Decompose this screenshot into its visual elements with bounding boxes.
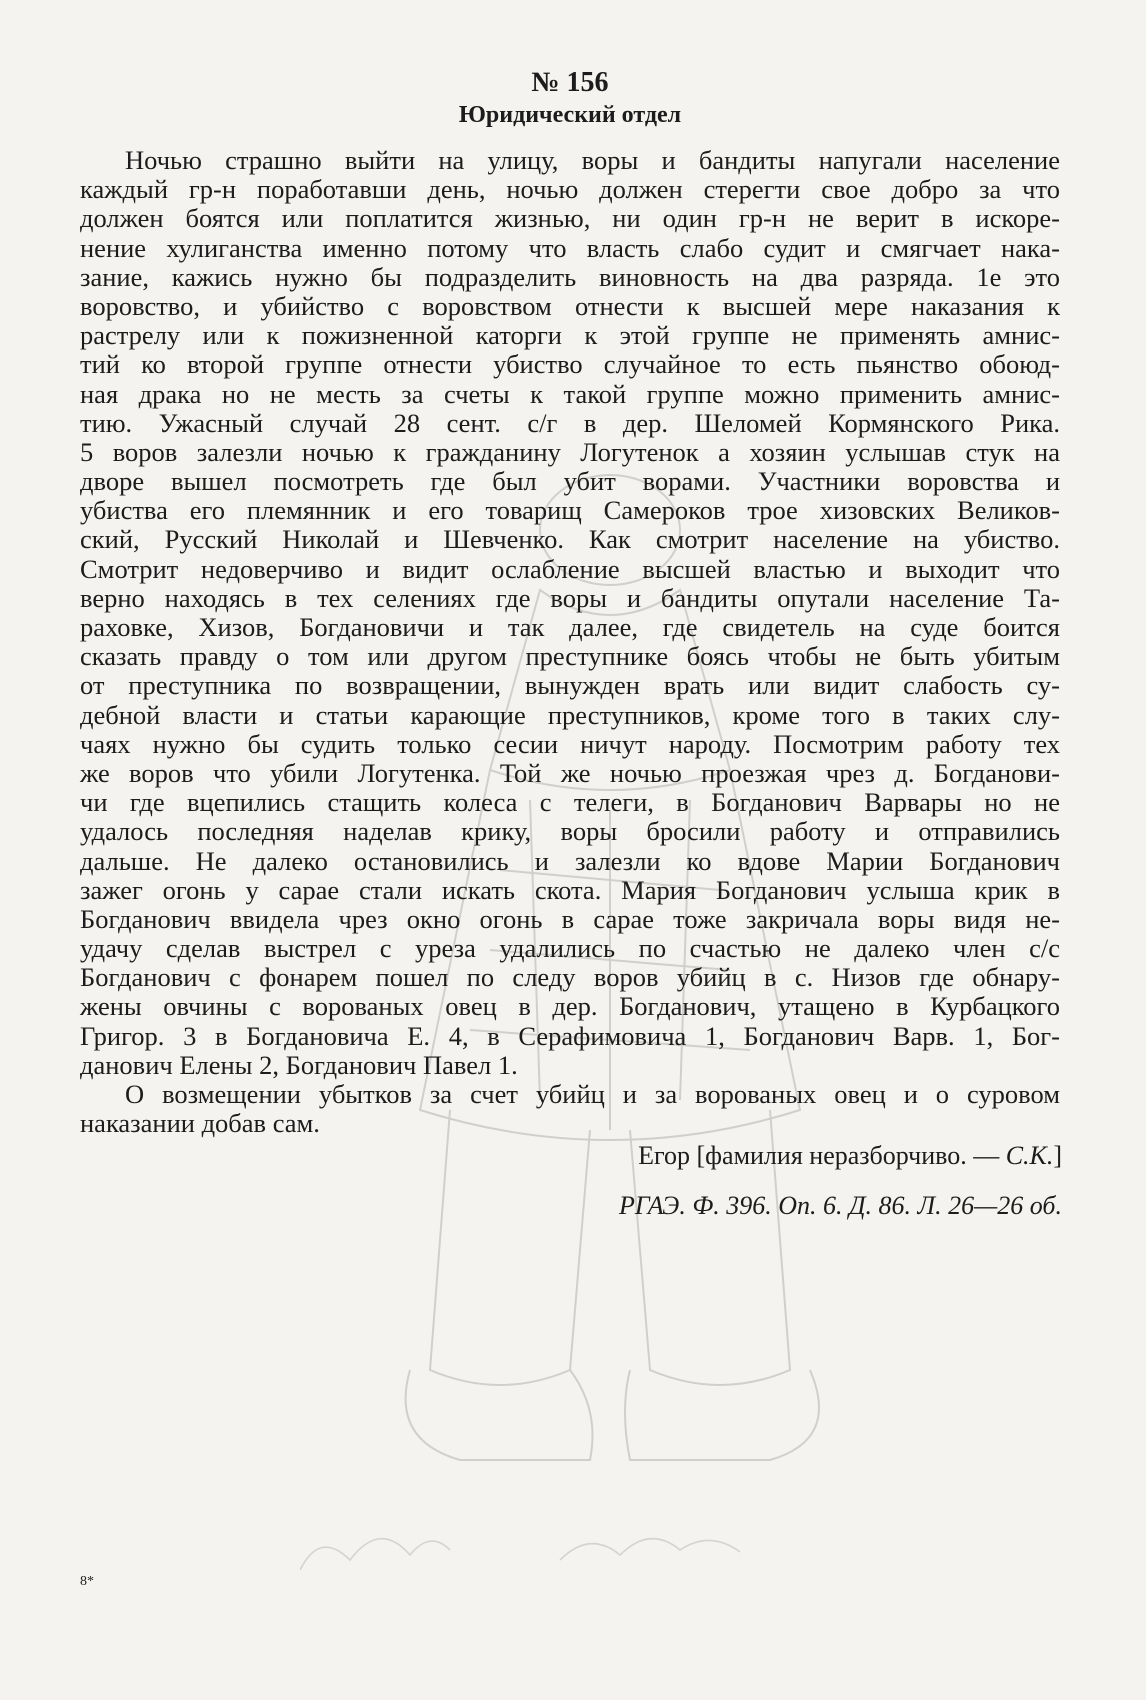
document-number: № 156 (531, 67, 609, 98)
page-marker: 8* (80, 1574, 94, 1589)
signature-close: ] (1053, 1141, 1062, 1170)
text-line: данович Елены 2, Богданович Павел 1. (80, 1049, 518, 1080)
text-line: раховке, Хизов, Богдановичи и так далее, где свидетель на суде боится (80, 612, 1060, 642)
archive-reference: РГАЭ. Ф. 396. Оп. 6. Д. 86. Л. 26—26 об. (618, 1191, 1062, 1220)
section-title: Юридический отдел (458, 102, 682, 128)
text-line: Григор. 3 в Богдановича Е. 4, в Серафимовича 1, Богданович Варв. 1, Бог- (80, 1020, 1060, 1051)
text-line: Богданович с фонарем пошел по следу воров убийц в с. Низов где обнару- (80, 962, 1060, 993)
text-line: дворе вышел посмотреть где был убит ворами. Участники воровства и (80, 466, 1060, 497)
text-line: чаях нужно бы судить только сесии ничут народу. Посмотрим работу тех (80, 728, 1060, 759)
text-line: Смотрит недоверчиво и видит ослабление высшей властью и выходит что (80, 553, 1060, 584)
text-line: каждый гр-н поработавши день, ночью должен стерегти свое добро за что (80, 174, 1060, 205)
text-line: дальше. Не далеко остановились и залезли ко вдове Марии Богданович (80, 845, 1060, 876)
text-line: убиства его племянник и его товарищ Самероков трое хизовских Великов- (80, 495, 1060, 526)
text-line: дебной власти и статьи карающие преступников, кроме того в таких слу- (80, 699, 1060, 730)
text-line: от преступника по возвращении, вынужден врать или видит слабость су- (80, 670, 1060, 701)
text-line: зажег огонь у сарае стали искать скота. Мария Богданович услыша крик в (80, 874, 1060, 905)
text-line: удачу сделав выстрел с уреза удалились по счастью не далеко член с/с (80, 933, 1060, 964)
text-line: наказании добав сам. (80, 1108, 320, 1139)
text-line: ский, Русский Николай и Шевченко. Как смотрит население на убиство. (80, 524, 1060, 555)
text-line: воровство, и убийство с воровством отнести к высшей мере наказания к (80, 290, 1060, 321)
text-line: ная драка но не месть за счеты к такой группе можно применить амнис- (80, 378, 1060, 409)
text-line: растрелу или к пожизненной каторги к этой группе не применять амнис- (80, 320, 1060, 351)
text-line: зание, кажись нужно бы подразделить виновность на два разряда. 1е это (80, 261, 1060, 292)
text-line: Богданович ввидела чрез окно огонь в сарае тоже закричала воры видя не- (80, 903, 1060, 934)
text-line: верно находясь в тех селениях где воры и бандиты опутали население Та- (80, 582, 1060, 613)
text-line: Ночью страшно выйти на улицу, воры и бандиты напугали население (125, 145, 1060, 175)
signature-initials: С.К. (1005, 1141, 1054, 1170)
text-line: 5 воров залезли ночью к гражданину Логутенок а хозяин услышав стук на (80, 436, 1060, 467)
text-line: жены овчины с ворованых овец в дер. Богданович, утащено в Курбацкого (80, 991, 1060, 1022)
text-line: должен боятся или поплатится жизнью, ни один гр-н не верит в искоре- (80, 203, 1060, 234)
letter-body (80, 146, 1060, 1138)
signature-text: Егор [фамилия неразборчиво. — (638, 1141, 1006, 1170)
text-line: О возмещении убытков за счет убийц и за ворованых овец и о суровом (125, 1079, 1060, 1109)
text-line: нение хулиганства именно потому что власть слабо судит и смягчает нака- (80, 232, 1060, 263)
paragraph-2 (80, 1080, 1060, 1138)
text-line: сказать правду о том или другом преступнике боясь чтобы не быть убитым (80, 641, 1060, 672)
paragraph-1 (80, 146, 1060, 1080)
text-line: тию. Ужасный случай 28 сент. с/г в дер. Шеломей Кормянского Рика. (80, 407, 1060, 438)
signature (638, 1140, 1062, 1172)
text-line: тий ко второй группе отнести убиство случайное то есть пьянство обоюд- (80, 349, 1060, 380)
text-line: чи где вцепились стащить колеса с телеги, в Богданович Варвары но не (80, 787, 1060, 818)
text-line: удалось последняя наделав крику, воры бросили работу и отправились (80, 816, 1060, 847)
text-line: же воров что убили Логутенка. Той же ночью проезжая чрез д. Богданови- (80, 757, 1060, 788)
